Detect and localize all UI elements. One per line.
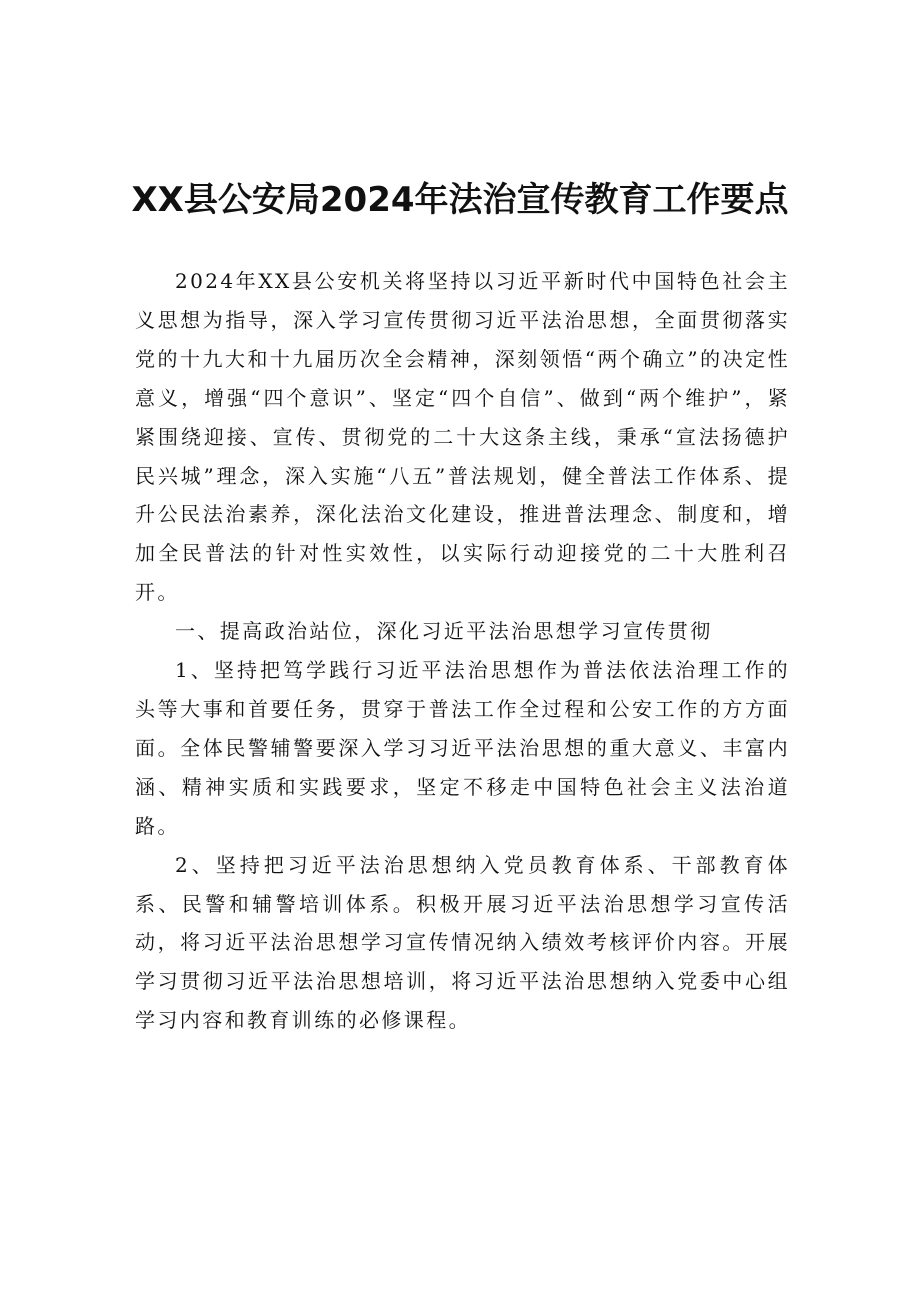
intro-paragraph: 2024年XX县公安机关将坚持以习近平新时代中国特色社会主义思想为指导，深入学习宣传贯彻习近平法治思想，全面贯彻落实党的十九大和十九届历次全会精神，深刻领悟“两个确立”的决定性意义，增强“四个意识”、坚定“四个自信”、做到“两个维护”，紧紧围绕迎接、宣传、贯彻党的二十大这条主线，秉承“宣法扬德护民兴城”理念，深入实施“八五”普法规划，健全普法工作体系、提升公民法治素养，深化法治文化建设，推进普法理念、制度和，增加全民普法的针对性实效性，以实际行动迎接党的二十大胜利召开。 [135, 269, 790, 605]
section-heading-1: 一、提高政治站位，深化习近平法治思想学习宣传贯彻 [175, 619, 713, 644]
item-paragraph-1: 1、坚持把笃学践行习近平法治思想作为普法依法治理工作的头等大事和首要任务，贯穿于普法工作全过程和公安工作的方方面面。全体民警辅警要深入学习习近平法治思想的重大意义、丰富内涵、精神实质和实践要求，坚定不移走中国特色社会主义法治道路。 [135, 658, 790, 838]
document-body [135, 262, 790, 1040]
item-paragraph-2: 2、坚持把习近平法治思想纳入党员教育体系、干部教育体系、民警和辅警培训体系。积极开展习近平法治思想学习宣传活动，将习近平法治思想学习宣传情况纳入绩效考核评价内容。开展学习贯彻习近平法治思想培训，将习近平法治思想纳入党委中心组学习内容和教育训练的必修课程。 [135, 852, 790, 1033]
document-title: XX县公安局2024年法治宣传教育工作要点 [131, 180, 789, 220]
